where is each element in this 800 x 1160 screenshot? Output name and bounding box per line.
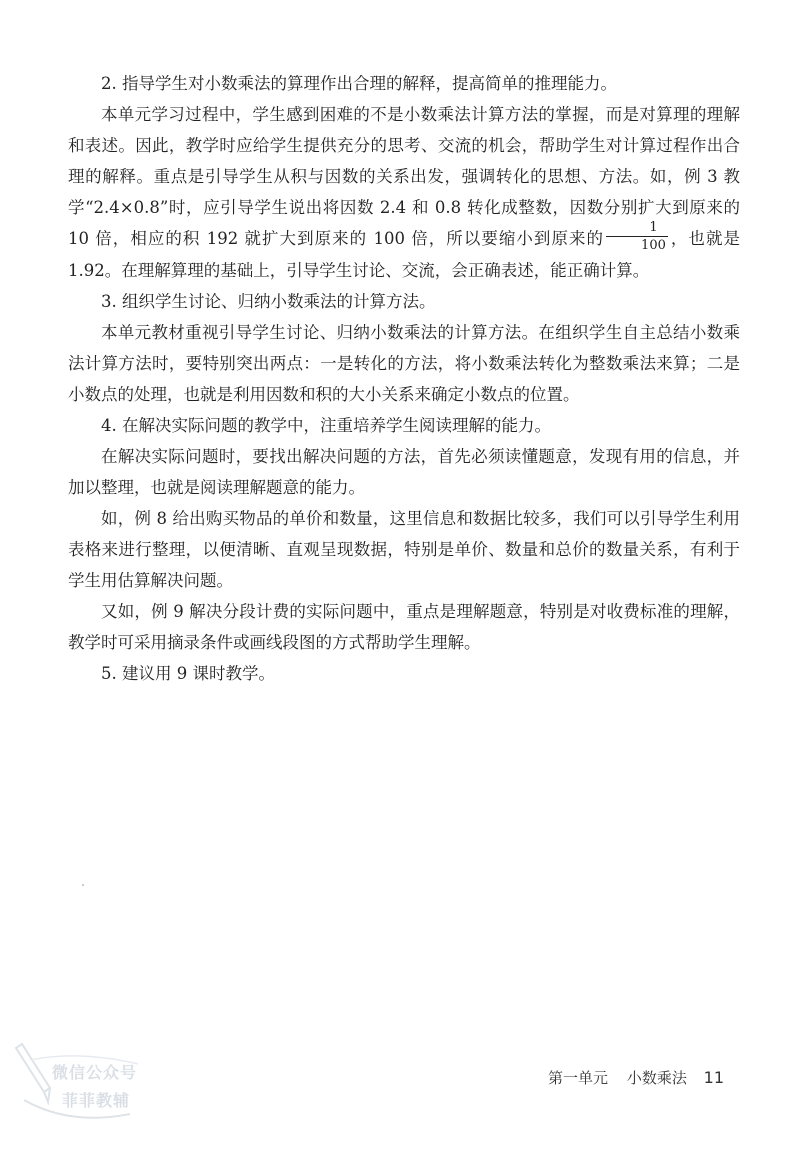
paragraph-calculation-method: 本单元教材重视引导学生讨论、归纳小数乘法的计算方法。在组织学生自主总结小数乘法计算方法时，要特别突出两点：一是转化的方法，将小数乘法转化为整数乘法来算；二是小数点的处理，也就是利用因数和积的大小关系来确定小数点的位置。 bbox=[68, 323, 740, 404]
section-heading-4: 4. 在解决实际问题的教学中，注重培养学生阅读理解的能力。 bbox=[101, 416, 551, 435]
fraction-denominator: 100 bbox=[641, 238, 666, 253]
fraction-one-hundredth bbox=[606, 221, 668, 252]
watermark-line-2: 菲菲教辅 bbox=[62, 1091, 131, 1110]
paragraph-text-tail: ，也就是 1.92。在理解算理的基础上，引导学生讨论、交流，会正确表述，能正确计算。 bbox=[68, 229, 740, 280]
section-heading-3: 3. 组织学生讨论、归纳小数乘法的计算方法。 bbox=[101, 292, 436, 311]
paragraph-example-8: 如，例 8 给出购买物品的单价和数量，这里信息和数据比较多，我们可以引导学生利用表格来进行整理，以便清晰、直观呈现数据，特别是单价、数量和总价的数量关系，有利于学生用估算解决问题。 bbox=[68, 509, 740, 590]
watermark bbox=[10, 1030, 150, 1140]
paragraph-teaching-reasoning bbox=[68, 99, 740, 286]
page-footer bbox=[548, 1067, 724, 1088]
footer-unit: 第一单元 bbox=[548, 1069, 609, 1087]
pen-icon bbox=[10, 1030, 150, 1140]
watermark-line-1: 微信公众号 bbox=[52, 1063, 138, 1082]
section-heading-2: 2. 指导学生对小数乘法的算理作出合理的解释，提高简单的推理能力。 bbox=[101, 74, 617, 93]
paragraph-text: 本单元学习过程中，学生感到困难的不是小数乘法计算方法的掌握，而是对算理的理解和表述。因此，教学时应给学生提供充分的思考、交流的机会，帮助学生对计算过程作出合理的解释。重点是引导学生从积与因数的关系出发，强调转化的思想、方法。如，例 3 教学“2.4×0.8”时，应引导学生说出将因数 2.4 和 0.8 转化成整数，因数分别扩大到原来的 10 倍，相应的积 192 就扩大到原来的 100 倍，所以要缩小到原来的 bbox=[68, 105, 740, 248]
section-heading-5: 5. 建议用 9 课时教学。 bbox=[101, 664, 275, 683]
paragraph-example-9: 又如，例 9 解决分段计费的实际问题中，重点是理解题意，特别是对收费标准的理解，教学时可采用摘录条件或画线段图的方式帮助学生理解。 bbox=[68, 602, 740, 652]
page-number: 11 bbox=[703, 1068, 724, 1087]
footer-title: 小数乘法 bbox=[626, 1069, 687, 1087]
fraction-numerator: 1 bbox=[606, 221, 668, 237]
document-body bbox=[68, 68, 740, 689]
scan-speck bbox=[82, 884, 84, 886]
paragraph-problem-solving: 在解决实际问题时，要找出解决问题的方法，首先必须读懂题意，发现有用的信息，并加以整理，也就是阅读理解题意的能力。 bbox=[68, 447, 740, 497]
